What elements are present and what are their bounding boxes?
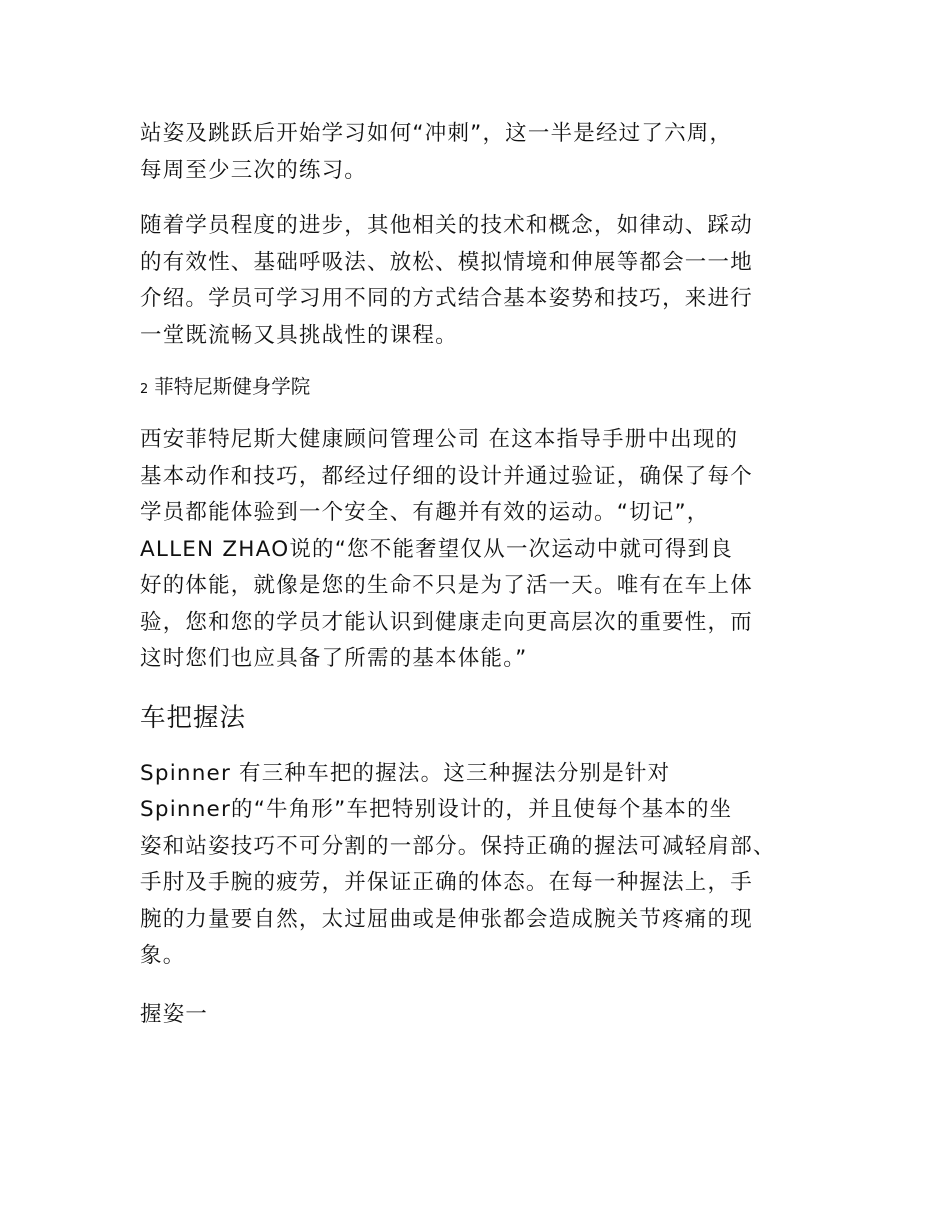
subsection-heading: 握姿一	[140, 1001, 209, 1027]
text-line: 学员都能体验到一个安全、有趣并有效的运动。“切记”，	[140, 500, 710, 525]
text-line: 基本动作和技巧，都经过仔细的设计并通过验证，确保了每个	[140, 463, 753, 489]
text-line: 验，您和您的学员才能认识到健康走向更高层次的重要性，而	[140, 609, 753, 635]
text-line: 姿和站姿技巧不可分割的一部分。保持正确的握法可减轻肩部、	[140, 833, 776, 859]
text-line: Spinner 有三种车把的握法。这三种握法分别是针对	[140, 760, 671, 786]
text-line: 的有效性、基础呼吸法、放松、模拟情境和伸展等都会一一地	[140, 249, 753, 275]
text-line: 腕的力量要自然，太过屈曲或是伸张都会造成腕关节疼痛的现	[140, 906, 753, 932]
text-line: 好的体能，就像是您的生命不只是为了活一天。唯有在车上体	[140, 573, 753, 598]
text-line: 站姿及跳跃后开始学习如何“冲刺”，这一半是经过了六周，	[140, 121, 733, 146]
text-line: 一堂既流畅又具挑战性的课程。	[140, 322, 458, 348]
paragraph-grip-methods	[140, 756, 810, 975]
text-line: ALLEN ZHAO说的“您不能奢望仅从一次运动中就可得到良	[140, 536, 733, 562]
text-line: 象。	[140, 943, 186, 968]
text-line: 随着学员程度的进步，其他相关的技术和概念，如律动、踩动	[140, 213, 753, 238]
text-line: 每周至少三次的练习。	[140, 157, 368, 183]
text-line: 西安菲特尼斯大健康顾问管理公司 在这本指导手册中出现的	[140, 427, 739, 452]
text-line: 手肘及手腕的疲劳，并保证正确的体态。在每一种握法上，手	[140, 870, 753, 895]
paragraph-sprint-intro	[140, 116, 810, 189]
paragraph-company-quote	[140, 422, 810, 678]
page-header	[140, 374, 810, 403]
document-page	[140, 116, 810, 1033]
text-line: Spinner的“牛角形”车把特别设计的，并且使每个基本的坐	[140, 797, 733, 822]
paragraph-progress	[140, 208, 810, 354]
page-number: 2	[140, 382, 149, 397]
text-line: 介绍。学员可学习用不同的方式结合基本姿势和技巧，来进行	[140, 286, 753, 311]
text-line: 这时您们也应具备了所需的基本体能。”	[140, 646, 528, 671]
page-header-title: 菲特尼斯健身学院	[154, 375, 311, 398]
section-heading: 车把握法	[140, 702, 247, 733]
